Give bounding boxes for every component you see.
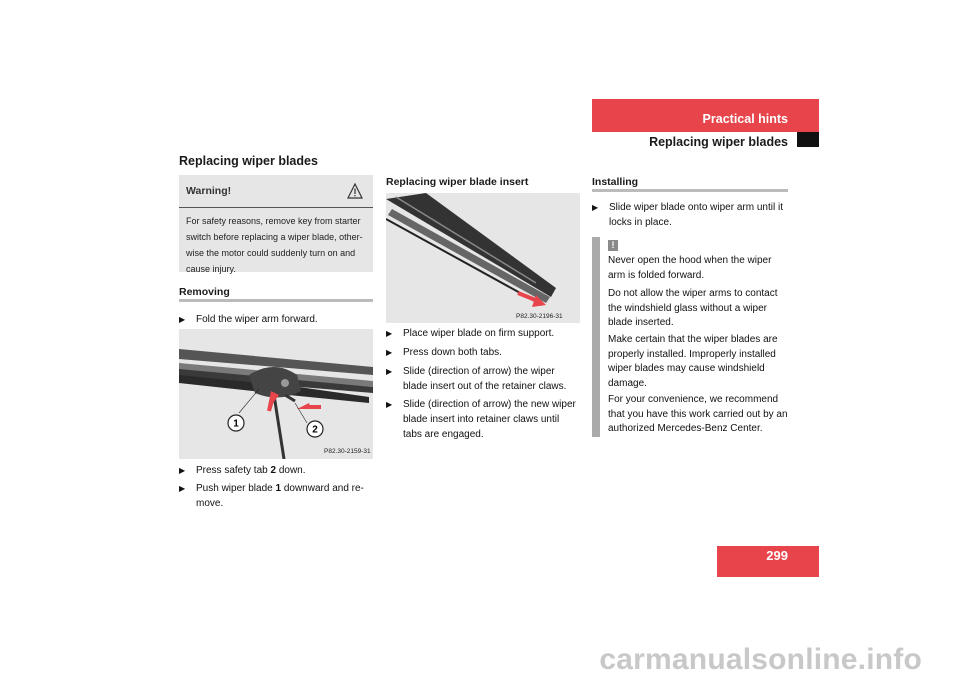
header-marker [797, 132, 819, 147]
bullet-arrow-icon: ▶ [592, 203, 599, 212]
note-paragraph: For your convenience, we recommend that you have this work carried out by an authorized Mercedes-Benz Center. [608, 394, 788, 434]
bullet-arrow-icon: ▶ [179, 315, 186, 324]
note-icon: ! [608, 240, 618, 251]
list-item: ▶ Slide wiper blade onto wiper arm until it locks in place. [592, 202, 783, 228]
subsection-title: Replacing wiper blades [649, 135, 788, 149]
bullet-arrow-icon: ▶ [386, 329, 393, 338]
bullet-arrow-icon: ▶ [386, 348, 393, 357]
list-item: ▶ Slide (direction of arrow) the wiper blade insert out of the retainer claws. [386, 366, 567, 392]
callout-2: 2 [312, 424, 318, 436]
list-item: ▶ Place wiper blade on firm support. [386, 328, 555, 339]
note-bar [592, 237, 600, 437]
wiper-arm-drawing [179, 329, 373, 459]
page-title: Replacing wiper blades [179, 154, 318, 168]
watermark: carmanualsonline.info [599, 643, 922, 676]
bullet-arrow-icon: ▶ [386, 400, 393, 409]
list-item: ▶ Fold the wiper arm forward. [179, 314, 318, 325]
note-paragraph: Do not allow the wiper arms to contact the windshield glass without a wiper blade inserted. [608, 288, 778, 328]
list-item: ▶ Slide (direction of arrow) the new wiper blade insert into retainer claws until tabs are engaged. [386, 399, 576, 440]
image-code: P82.30-2196-31 [516, 313, 563, 320]
page-number: 299 [766, 548, 788, 563]
callout-1: 1 [233, 418, 239, 430]
wiper-insert-illustration [386, 193, 580, 323]
list-item: ▶ Push wiper blade 1 downward and re-move. [179, 483, 364, 509]
removing-rule [179, 299, 373, 302]
note-paragraph: Make certain that the wiper blades are properly installed. Improperly installed wiper blades may cause windshield damage. [608, 334, 778, 389]
bullet-arrow-icon: ▶ [179, 466, 186, 475]
warning-divider [179, 207, 373, 208]
warning-text: For safety reasons, remove key from starter switch before replacing a wiper blade, other-wise the motor could suddenly turn on and cause injury. [186, 216, 363, 274]
list-item: ▶ Press down both tabs. [386, 347, 502, 358]
bullet-arrow-icon: ▶ [386, 367, 393, 376]
section-title: Practical hints [702, 112, 788, 126]
wiper-insert-drawing [386, 193, 580, 323]
list-item: ▶ Press safety tab 2 down. [179, 465, 306, 476]
installing-heading: Installing [592, 176, 639, 188]
installing-rule [592, 189, 788, 192]
bullet-arrow-icon: ▶ [179, 484, 186, 493]
wiper-arm-illustration [179, 329, 373, 459]
warning-heading: Warning! [186, 185, 232, 197]
image-code: P82.30-2159-31 [324, 448, 371, 455]
removing-heading: Removing [179, 286, 230, 298]
warning-box [179, 175, 373, 272]
insert-heading: Replacing wiper blade insert [386, 176, 529, 188]
warning-triangle-icon [347, 183, 363, 199]
note-paragraph: Never open the hood when the wiper arm is folded forward. [608, 255, 772, 281]
